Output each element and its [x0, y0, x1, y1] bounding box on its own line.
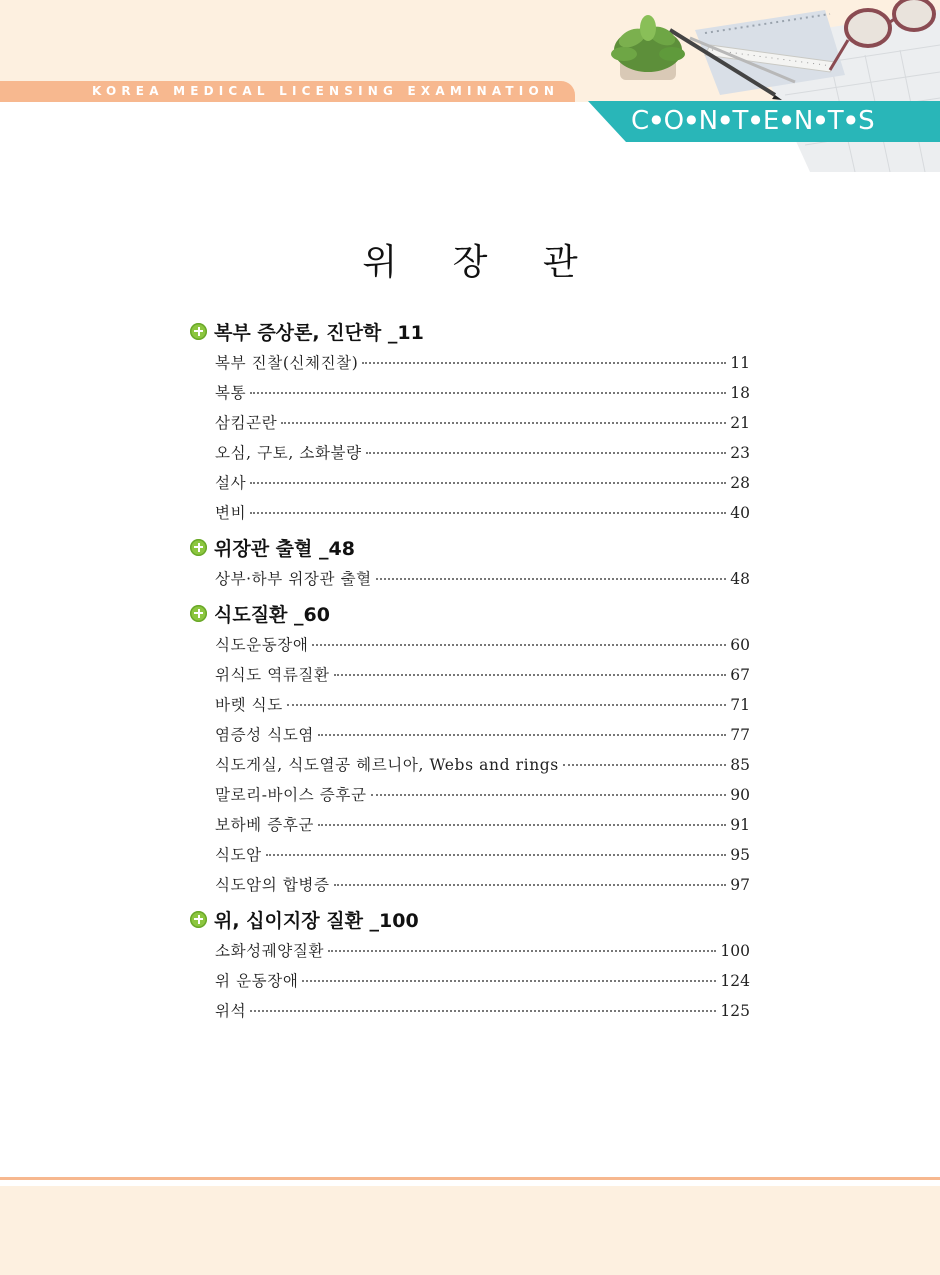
entry-label: 식도운동장애	[215, 636, 309, 654]
entry-page-number: 67	[730, 666, 750, 684]
toc-entry[interactable]	[190, 870, 750, 900]
dot-leader	[334, 674, 727, 676]
entry-page-number: 48	[730, 570, 750, 588]
toc-entry[interactable]	[190, 720, 750, 750]
dot-leader	[318, 734, 726, 736]
contents-letter: T	[732, 106, 749, 136]
entry-page-number: 23	[730, 444, 750, 462]
entry-page-number: 60	[730, 636, 750, 654]
toc-section	[190, 598, 750, 900]
toc-entry[interactable]	[190, 690, 750, 720]
toc-entry[interactable]	[190, 630, 750, 660]
toc-entry[interactable]	[190, 468, 750, 498]
entry-label: 삼킴곤란	[215, 414, 278, 432]
desk-illustration	[600, 0, 940, 172]
toc-entry[interactable]	[190, 810, 750, 840]
entry-page-number: 28	[730, 474, 750, 492]
succulent-plant-image	[611, 15, 685, 80]
plus-circle-icon	[190, 911, 207, 928]
dot-leader	[281, 422, 726, 424]
entry-label: 바렛 식도	[215, 696, 283, 714]
dot-leader	[376, 578, 727, 580]
entry-label: 복부 진찰(신체진찰)	[215, 354, 359, 372]
dot-leader	[328, 950, 716, 952]
dot-leader	[318, 824, 726, 826]
entry-label: 식도게실, 식도열공 헤르니아, Webs and rings	[215, 756, 559, 774]
dot-leader	[563, 764, 726, 766]
entry-page-number: 100	[720, 942, 750, 960]
dot-leader	[302, 980, 716, 982]
contents-letter: C	[631, 106, 650, 136]
page-title: 위 장 관	[362, 242, 600, 283]
footer-band	[0, 1186, 940, 1275]
entry-label: 식도암	[215, 846, 262, 864]
contents-heading: C ●O ●N ●T ●E ●N ●T ●S	[631, 106, 875, 136]
entry-label: 위석	[215, 1002, 247, 1020]
contents-letter: S	[858, 106, 875, 136]
plus-circle-icon	[190, 605, 207, 622]
toc-section	[190, 904, 750, 1026]
contents-letter: N	[698, 106, 719, 136]
toc-entry[interactable]	[190, 936, 750, 966]
section-heading[interactable]	[190, 532, 750, 562]
plus-circle-icon	[190, 539, 207, 556]
toc-entry[interactable]	[190, 966, 750, 996]
toc-entry[interactable]	[190, 564, 750, 594]
toc-entry[interactable]	[190, 750, 750, 780]
exam-label: KOREA MEDICAL LICENSING EXAMINATION	[92, 84, 560, 98]
entry-page-number: 97	[730, 876, 750, 894]
table-of-contents	[190, 316, 750, 1030]
entry-label: 말로리-바이스 증후군	[215, 786, 367, 804]
entry-page-number: 11	[730, 354, 750, 372]
entry-page-number: 125	[720, 1002, 750, 1020]
dot-leader	[250, 1010, 716, 1012]
entry-label: 식도암의 합병증	[215, 876, 330, 894]
contents-letter: O	[663, 106, 685, 136]
entry-label: 위식도 역류질환	[215, 666, 330, 684]
section-title: 위, 십이지장 질환 _100	[214, 909, 419, 932]
dot-leader	[366, 452, 727, 454]
toc-entry[interactable]	[190, 438, 750, 468]
plus-circle-icon	[190, 323, 207, 340]
toc-section	[190, 532, 750, 594]
dot-leader	[312, 644, 726, 646]
dot-leader	[334, 884, 727, 886]
dot-leader	[371, 794, 727, 796]
contents-letter: E	[762, 106, 780, 136]
entry-label: 소화성궤양질환	[215, 942, 325, 960]
entry-label: 상부·하부 위장관 출혈	[215, 570, 372, 588]
entry-page-number: 85	[730, 756, 750, 774]
entry-label: 위 운동장애	[215, 972, 299, 990]
toc-entry[interactable]	[190, 840, 750, 870]
entry-label: 염증성 식도염	[215, 726, 314, 744]
entry-page-number: 95	[730, 846, 750, 864]
entry-page-number: 40	[730, 504, 750, 522]
entry-label: 보하베 증후군	[215, 816, 314, 834]
section-title: 위장관 출혈 _48	[214, 537, 355, 560]
contents-letter: N	[793, 106, 814, 136]
toc-section	[190, 316, 750, 528]
toc-entry[interactable]	[190, 408, 750, 438]
dot-leader	[250, 482, 726, 484]
entry-label: 복통	[215, 384, 247, 402]
entry-page-number: 91	[730, 816, 750, 834]
dot-leader	[250, 392, 726, 394]
entry-label: 오심, 구토, 소화불량	[215, 444, 362, 462]
section-heading[interactable]	[190, 316, 750, 346]
toc-entry[interactable]	[190, 660, 750, 690]
contents-letter: T	[827, 106, 844, 136]
footer-line	[0, 1177, 940, 1180]
toc-entry[interactable]	[190, 996, 750, 1026]
section-title: 식도질환 _60	[214, 603, 330, 626]
entry-page-number: 77	[730, 726, 750, 744]
entry-label: 설사	[215, 474, 247, 492]
entry-page-number: 18	[730, 384, 750, 402]
entry-label: 변비	[215, 504, 247, 522]
entry-page-number: 124	[720, 972, 750, 990]
entry-page-number: 90	[730, 786, 750, 804]
dot-leader	[250, 512, 726, 514]
dot-leader	[287, 704, 726, 706]
section-title: 복부 증상론, 진단학 _11	[214, 321, 424, 344]
dot-leader	[362, 362, 726, 364]
section-heading[interactable]	[190, 598, 750, 628]
toc-entry[interactable]	[190, 498, 750, 528]
toc-entry[interactable]	[190, 378, 750, 408]
section-heading[interactable]	[190, 904, 750, 934]
entry-page-number: 71	[730, 696, 750, 714]
dot-leader	[266, 854, 727, 856]
toc-entry[interactable]	[190, 780, 750, 810]
entry-page-number: 21	[730, 414, 750, 432]
toc-entry[interactable]	[190, 348, 750, 378]
